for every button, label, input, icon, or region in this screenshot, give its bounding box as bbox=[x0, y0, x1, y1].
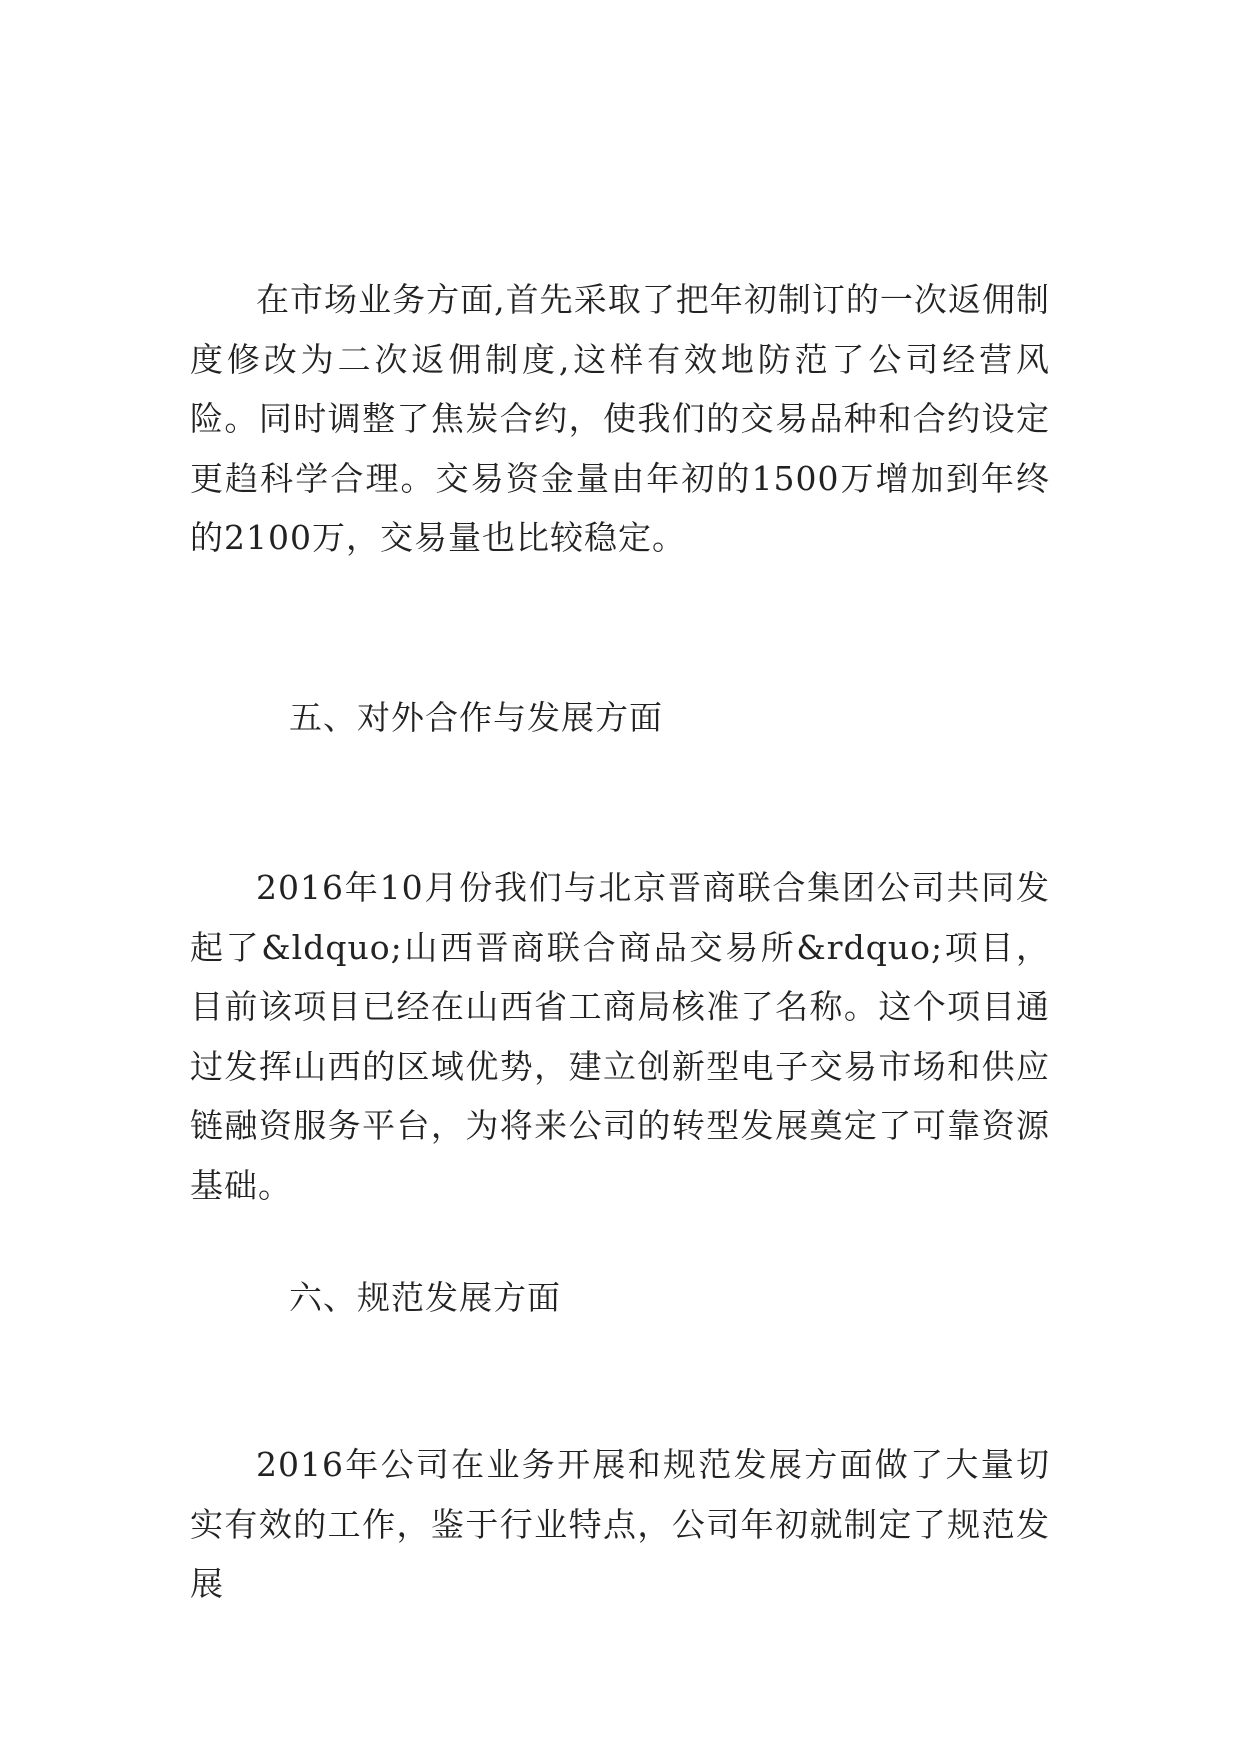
paragraph-cooperation: 2016年10月份我们与北京晋商联合集团公司共同发起了&ldquo;山西晋商联合商品交易所&rdquo;项目，目前该项目已经在山西省工商局核准了名称。这个项目通过发挥山西的区域优势，建立创新型电子交易市场和供应链融资服务平台，为将来公司的转型发展奠定了可靠资源基础。 bbox=[190, 868, 1050, 1205]
section-heading-cooperation: 五、对外合作与发展方面 bbox=[289, 698, 663, 737]
paragraph-market-business: 在市场业务方面,首先采取了把年初制订的一次返佣制度修改为二次返佣制度,这样有效地防范了公司经营风险。同时调整了焦炭合约，使我们的交易品种和合约设定更趋科学合理。交易资金量由年初的1500万增加到年终的2100万，交易量也比较稳定。 bbox=[190, 280, 1050, 557]
paragraph-standardization: 2016年公司在业务开展和规范发展方面做了大量切实有效的工作，鉴于行业特点，公司年初就制定了规范发展 bbox=[190, 1445, 1050, 1603]
section-heading-standardization: 六、规范发展方面 bbox=[289, 1278, 561, 1317]
